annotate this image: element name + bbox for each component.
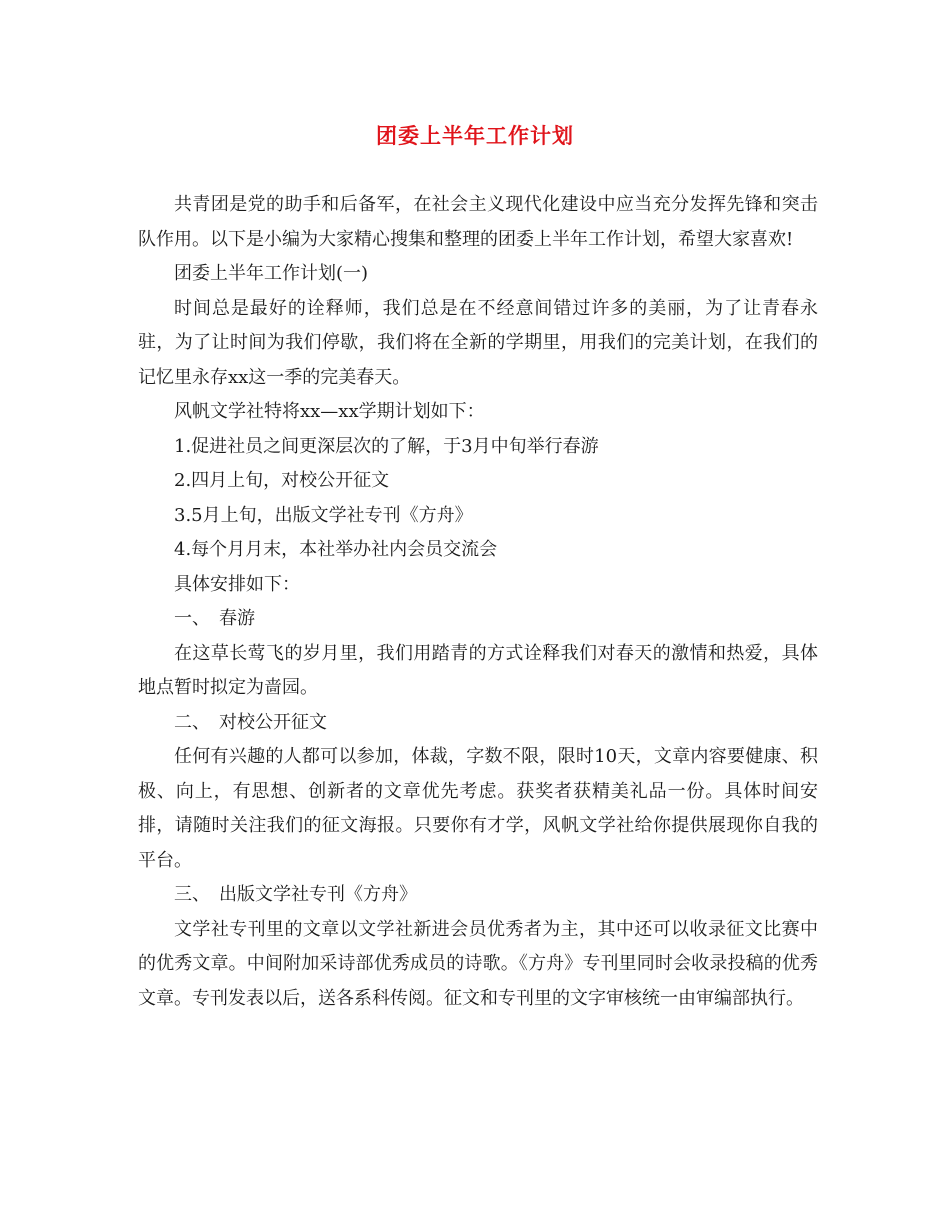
document-title: 团委上半年工作计划 [376,123,574,148]
body-paragraph: 任何有兴趣的人都可以参加，体裁，字数不限，限时10天，文章内容要健康、积极、向上，有思想、创新者的文章优先考虑。获奖者获精美礼品一份。具体时间安排，请随时关注我们的征文海报。只要你有才学，风帆文学社给你提供展现你自我的平台。 [138,746,818,871]
subsection-heading: 二、 对校公开征文 [174,711,327,733]
list-item: 2.四月上旬，对校公开征文 [174,470,390,491]
body-paragraph: 在这草长莺飞的岁月里，我们用踏青的方式诠释我们对春天的激情和热爱，具体地点暂时拟定为啬园。 [138,642,818,698]
section-heading: 团委上半年工作计划(一) [174,263,369,284]
list-item: 4.每个月月末，本社举办社内会员交流会 [174,539,498,560]
body-paragraph: 风帆文学社特将xx—xx学期计划如下： [174,401,485,422]
document-body [138,188,818,1016]
body-paragraph: 时间总是最好的诠释师，我们总是在不经意间错过许多的美丽，为了让青春永驻，为了让时间为我们停歇，我们将在全新的学期里，用我们的完美计划，在我们的记忆里永存xx这一季的完美春天。 [138,297,818,388]
intro-paragraph: 共青团是党的助手和后备军，在社会主义现代化建设中应当充分发挥先锋和突击队作用。以下是小编为大家精心搜集和整理的团委上半年工作计划，希望大家喜欢! [138,194,818,250]
subsection-heading: 三、 出版文学社专刊《方舟》 [174,884,417,905]
body-paragraph: 文学社专刊里的文章以文学社新进会员优秀者为主，其中还可以收录征文比赛中的优秀文章。中间附加采诗部优秀成员的诗歌。《方舟》专刊里同时会收录投稿的优秀文章。专刊发表以后，送各系科传阅。征文和专刊里的文字审核统一由审编部执行。 [138,918,818,1009]
list-item: 1.促进社员之间更深层次的了解，于3月中旬举行春游 [174,435,599,457]
subsection-heading: 一、 春游 [174,608,255,629]
body-paragraph: 具体安排如下： [174,573,300,595]
list-item: 3.5月上旬，出版文学社专刊《方舟》 [174,504,473,526]
